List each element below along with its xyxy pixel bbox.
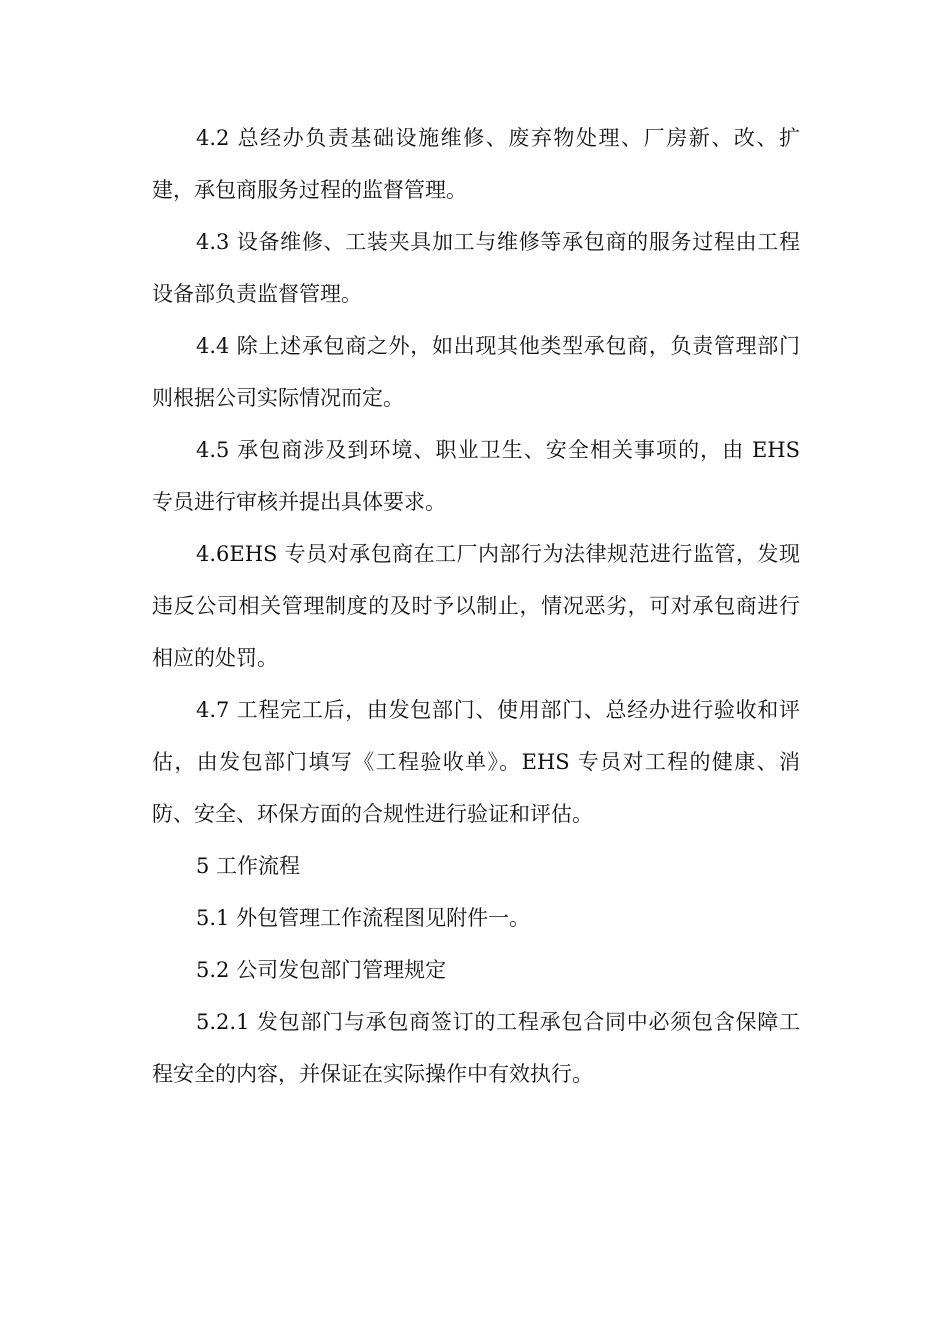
- section-heading-5: 5 工作流程: [196, 854, 301, 878]
- document-body: [152, 112, 800, 1100]
- paragraph-4-3: 4.3 设备维修、工装夹具加工与维修等承包商的服务过程由工程设备部负责监督管理。: [152, 230, 800, 306]
- paragraph-4-4: 4.4 除上述承包商之外，如出现其他类型承包商，负责管理部门则根据公司实际情况而定。: [152, 334, 800, 410]
- paragraph-5-2-1: 5.2.1 发包部门与承包商签订的工程承包合同中必须包含保障工程安全的内容，并保证在实际操作中有效执行。: [152, 1010, 800, 1086]
- paragraph-5-1: 5.1 外包管理工作流程图见附件一。: [196, 906, 531, 930]
- paragraph-4-7: 4.7 工程完工后，由发包部门、使用部门、总经办进行验收和评估，由发包部门填写《工程验收单》。EHS 专员对工程的健康、消防、安全、环保方面的合规性进行验证和评估。: [152, 698, 800, 826]
- paragraph-4-6: 4.6EHS 专员对承包商在工厂内部行为法律规范进行监管，发现违反公司相关管理制度的及时予以制止，情况恶劣，可对承包商进行相应的处罚。: [152, 542, 800, 670]
- paragraph-4-5: 4.5 承包商涉及到环境、职业卫生、安全相关事项的，由 EHS 专员进行审核并提出具体要求。: [152, 438, 800, 514]
- subsection-heading-5-2: 5.2 公司发包部门管理规定: [196, 958, 447, 982]
- paragraph-4-2: 4.2 总经办负责基础设施维修、废弃物处理、厂房新、改、扩建，承包商服务过程的监督管理。: [152, 126, 800, 202]
